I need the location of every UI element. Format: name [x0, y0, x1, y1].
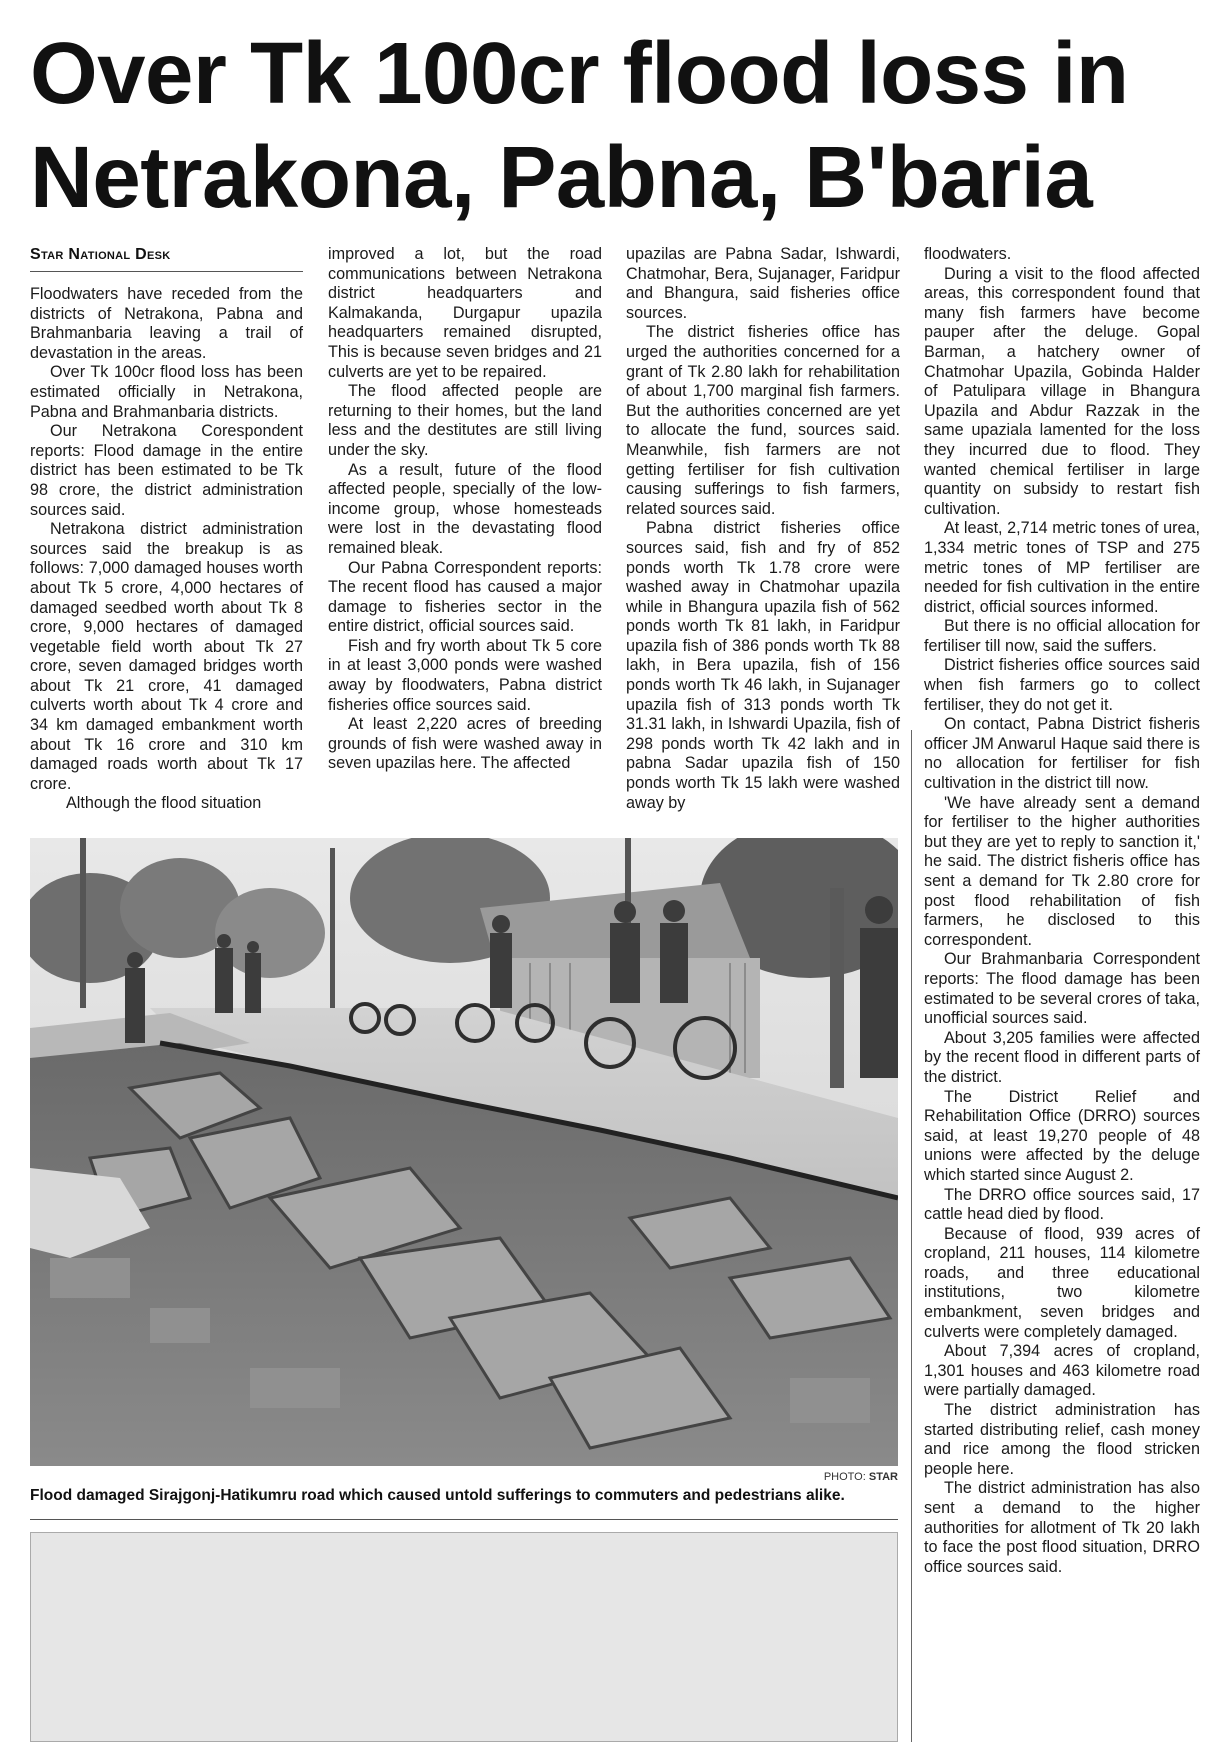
paragraph: Pabna district fisheries office sources said, fish and fry of 852 ponds worth Tk 1.78 crore were washed away in Chatmohar upazila while in Bhangura upazila fish of 562 ponds worth Tk 81 lakh, in Faridpur upazila fish of 386 ponds worth Tk 88 lakh, in Bera upazila, fish of 156 ponds worth Tk 46 lakh, in Sujanager upazila fish of 313 ponds worth Tk 31.31 lakh, in Ishwardi Upazila, fish of 298 ponds worth Tk 42 lakh and in pabna Sadar upazila fish of 150 ponds worth Tk 15 lakh were washed away by [626, 519, 900, 812]
paragraph: improved a lot, but the road communications between Netrakona district headquarters and Kalmakanda, Durgapur upazila headquarters remained disrupted, This is because seven bridges and 21 culverts are yet to be repaired. [328, 245, 602, 381]
paragraph: The flood affected people are returning to their homes, but the land less and the destitutes are still living under the sky. [328, 382, 602, 459]
paragraph: Floodwaters have receded from the districts of Netrakona, Pabna and Brahmanbaria leaving a trail of devastation in the areas. [30, 285, 303, 362]
flood-damaged-road-photo [30, 838, 898, 1466]
headline [30, 22, 1210, 230]
blank-ad-space [30, 1532, 898, 1742]
headline-line-2: Netrakona, Pabna, B'baria [30, 129, 1093, 226]
paragraph: Because of flood, 939 acres of cropland, 211 houses, 114 kilometre roads, and three educational institutions, two kilometre embankment, seven bridges and culverts were completely damaged. [924, 1224, 1200, 1341]
headline-line-1: Over Tk 100cr flood loss in [30, 25, 1129, 122]
paragraph: The district administration has started distributing relief, cash money and rice among the flood stricken people here. [924, 1401, 1200, 1478]
paragraph: As a result, future of the flood affected people, specially of the low-income group, whose homesteads were lost in the devastating flood remained bleak. [328, 460, 602, 557]
paragraph: At least 2,220 acres of breeding grounds of fish were washed away in seven upazilas here. The affected [328, 715, 602, 773]
paragraph: District fisheries office sources said when fish farmers go to collect fertiliser, they do not get it. [924, 656, 1200, 714]
article-column-2 [328, 245, 602, 774]
photo-credit-name: STAR [868, 1471, 898, 1483]
photo-credit-label: PHOTO: [823, 1471, 866, 1483]
paragraph: Our Pabna Correspondent reports: The recent flood has caused a major damage to fisheries sector in the entire district, official sources said. [328, 558, 602, 636]
paragraph: The District Relief and Rehabilitation Office (DRRO) sources said, at least 19,270 people of 48 unions were affected by the deluge which started since August 2. [924, 1087, 1200, 1184]
paragraph: Our Netrakona Corespondent reports: Flood damage in the entire district has been estimated to be Tk 98 crore, the district administration sources said. [30, 422, 303, 519]
paragraph: Fish and fry worth about Tk 5 core in at least 3,000 ponds were washed away by floodwaters, Pabna district fisheries office sources said. [328, 636, 602, 714]
paragraph: About 7,394 acres of cropland, 1,301 houses and 463 kilometre road were partially damaged. [924, 1342, 1200, 1400]
news-photo [30, 838, 898, 1466]
article-column-1 [30, 285, 303, 814]
paragraph: On contact, Pabna District fisheris officer JM Anwarul Haque said there is no allocation for fertiliser for fish cultivation in the district till now. [924, 715, 1200, 793]
photo-credit [30, 1470, 898, 1484]
paragraph: upazilas are Pabna Sadar, Ishwardi, Chatmohar, Bera, Sujanager, Faridpur and Bhangura, said fisheries office sources. [626, 245, 900, 322]
paragraph: During a visit to the flood affected areas, this correspondent found that many fish farmers have become pauper after the deluge. Gopal Barman, a hatchery owner of Chatmohar Upazila, Gobinda Halder of Patulipara village in Bhangura Upazila and Abdur Razzak in the same upaziala lamented for the loss they incurred due to flood. They wanted chemical fertiliser in large quantity on subsidy to restart fish cultivation. [924, 264, 1200, 518]
paragraph: 'We have already sent a demand for fertiliser to the higher authorities but they are yet to reply to sanction it,' he said. The district fisheris office has sent a demand for Tk 2.80 crore for post flood rehabilitation of fish farmers, he disclosed to this correspondent. [924, 793, 1200, 949]
paragraph: Over Tk 100cr flood loss has been estimated officially in Netrakona, Pabna and Brahmanbaria districts. [30, 363, 303, 421]
photo-caption: Flood damaged Sirajgonj-Hatikumru road which caused untold sufferings to commuters and pedestrians alike. [30, 1487, 845, 1504]
paragraph: But there is no official allocation for fertiliser till now, said the suffers. [924, 617, 1200, 655]
paragraph: About 3,205 families were affected by the recent flood in different parts of the district. [924, 1028, 1200, 1086]
paragraph: Although the flood situation [66, 794, 262, 813]
paragraph: The DRRO office sources said, 17 cattle head died by flood. [924, 1185, 1200, 1224]
byline: Star National Desk [30, 245, 303, 272]
column-divider [911, 730, 912, 1742]
paragraph: floodwaters. [924, 245, 1012, 263]
paragraph: At least, 2,714 metric tones of urea, 1,334 metric tones of TSP and 275 metric tones of MP fertiliser are needed for fish cultivation in the entire district, official sources informed. [924, 519, 1200, 616]
paragraph: The district fisheries office has urged the authorities concerned for a grant of Tk 2.80 lakh for rehabilitation of about 1,700 marginal fish farmers. But the authorities concerned are yet to allocate the fund, sources said. Meanwhile, fish farmers are not getting fertiliser for fish cultivation causing sufferings to fish farmers, related sources said. [626, 323, 900, 518]
paragraph: Our Brahmanbaria Correspondent reports: The flood damage has been estimated to be several crores of taka, unofficial sources said. [924, 950, 1200, 1028]
article-column-3 [626, 245, 900, 813]
section-divider [30, 1519, 898, 1520]
article-column-4 [924, 245, 1200, 1577]
paragraph: Netrakona district administration sources said the breakup is as follows: 7,000 damaged houses worth about Tk 5 crore, 4,000 hectares of damaged seedbed worth about Tk 8 crore, 9,000 hectares of damaged vegetable field worth about Tk 27 crore, seven damaged bridges worth about Tk 21 crore, 41 damaged culverts worth about Tk 4 crore and 34 km damaged embankment worth about Tk 16 crore and 310 km damaged roads worth about Tk 17 crore. [30, 520, 303, 793]
paragraph: The district administration has also sent a demand to the higher authorities for allotment of Tk 20 lakh to face the post flood situation, DRRO office sources said. [924, 1479, 1200, 1576]
